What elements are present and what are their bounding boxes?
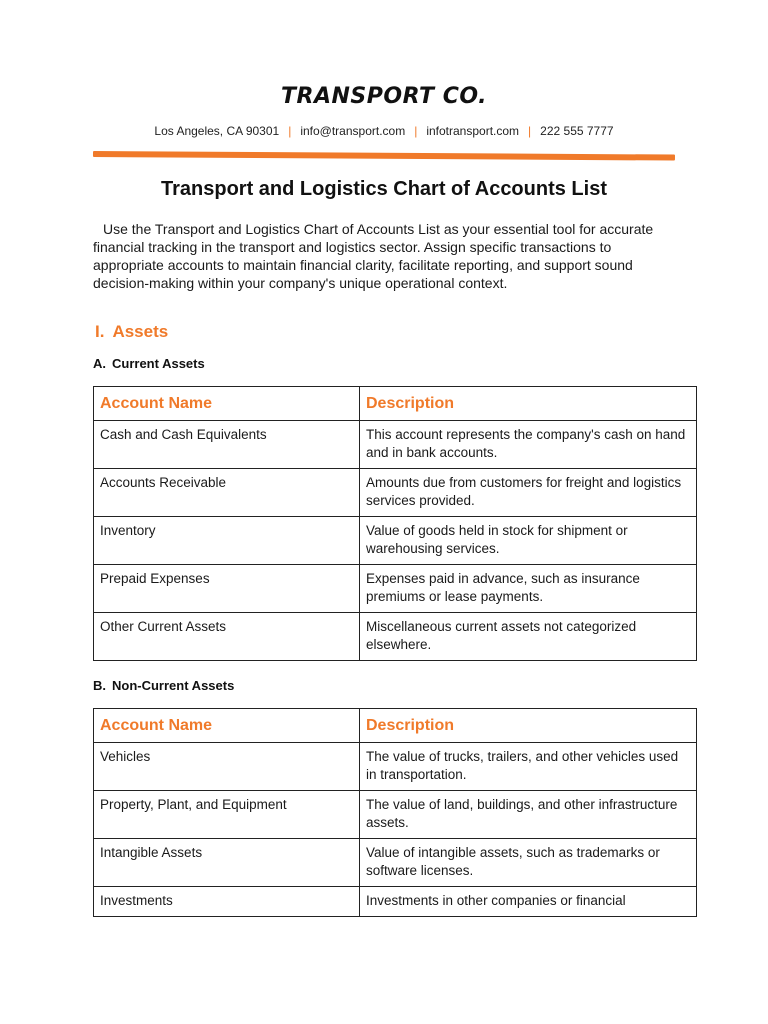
contact-phone: 222 555 7777 xyxy=(540,124,614,138)
table-row xyxy=(94,421,697,469)
account-name-cell: Investments xyxy=(94,887,360,917)
table-row xyxy=(94,565,697,613)
subheading-current-assets xyxy=(93,356,205,371)
subheading-number: A. xyxy=(93,356,106,371)
current-assets-table xyxy=(93,386,697,661)
account-description-cell: Value of intangible assets, such as trademarks or software licenses. xyxy=(360,839,697,887)
contact-separator: | xyxy=(414,124,418,138)
subheading-non-current-assets xyxy=(93,678,234,693)
contact-separator: | xyxy=(528,124,532,138)
account-name-cell: Vehicles xyxy=(94,743,360,791)
account-description-cell: The value of land, buildings, and other infrastructure assets. xyxy=(360,791,697,839)
page-title: Transport and Logistics Chart of Accounts List xyxy=(161,178,607,200)
subheading-title: Non-Current Assets xyxy=(112,678,235,693)
account-description-cell: This account represents the company's cash on hand and in bank accounts. xyxy=(360,421,697,469)
column-header-account-name: Account Name xyxy=(94,387,360,421)
account-description-cell: Miscellaneous current assets not categorized elsewhere. xyxy=(360,613,697,661)
column-header-description: Description xyxy=(360,709,697,743)
header-accent-rule xyxy=(93,151,675,161)
column-header-description: Description xyxy=(360,387,697,421)
table-row xyxy=(94,743,697,791)
table-row xyxy=(94,613,697,661)
table-row xyxy=(94,469,697,517)
account-name-cell: Inventory xyxy=(94,517,360,565)
column-header-account-name: Account Name xyxy=(94,709,360,743)
account-name-cell: Cash and Cash Equivalents xyxy=(94,421,360,469)
account-name-cell: Intangible Assets xyxy=(94,839,360,887)
account-description-cell: Amounts due from customers for freight and logistics services provided. xyxy=(360,469,697,517)
table-header-row xyxy=(94,387,697,421)
table-header-row xyxy=(94,709,697,743)
contact-website: infotransport.com xyxy=(426,124,520,138)
account-name-cell: Accounts Receivable xyxy=(94,469,360,517)
table-row xyxy=(94,839,697,887)
table-row xyxy=(94,791,697,839)
contact-line xyxy=(0,124,768,138)
contact-address: Los Angeles, CA 90301 xyxy=(154,124,280,138)
non-current-assets-table xyxy=(93,708,697,917)
account-name-cell: Property, Plant, and Equipment xyxy=(94,791,360,839)
section-title: Assets xyxy=(112,322,169,341)
table-row xyxy=(94,517,697,565)
account-description-cell: The value of trucks, trailers, and other vehicles used in transportation. xyxy=(360,743,697,791)
intro-paragraph: Use the Transport and Logistics Chart of Accounts List as your essential tool for accurate financial tracking in the transport and logistics sector. Assign specific transactions to appropriate accounts to maintain financial clarity, facilitate reporting, and support sound decision-making within your company's unique operational context. xyxy=(93,221,654,291)
contact-separator: | xyxy=(288,124,292,138)
account-name-cell: Other Current Assets xyxy=(94,613,360,661)
subheading-title: Current Assets xyxy=(112,356,205,371)
account-description-cell: Investments in other companies or financial xyxy=(360,887,697,917)
section-heading-assets xyxy=(95,322,168,342)
account-name-cell: Prepaid Expenses xyxy=(94,565,360,613)
contact-email: info@transport.com xyxy=(300,124,406,138)
section-number: I. xyxy=(95,322,105,341)
table-row xyxy=(94,887,697,917)
subheading-number: B. xyxy=(93,678,106,693)
company-logo-text: TRANSPORT CO. xyxy=(281,84,487,109)
account-description-cell: Expenses paid in advance, such as insurance premiums or lease payments. xyxy=(360,565,697,613)
account-description-cell: Value of goods held in stock for shipment or warehousing services. xyxy=(360,517,697,565)
